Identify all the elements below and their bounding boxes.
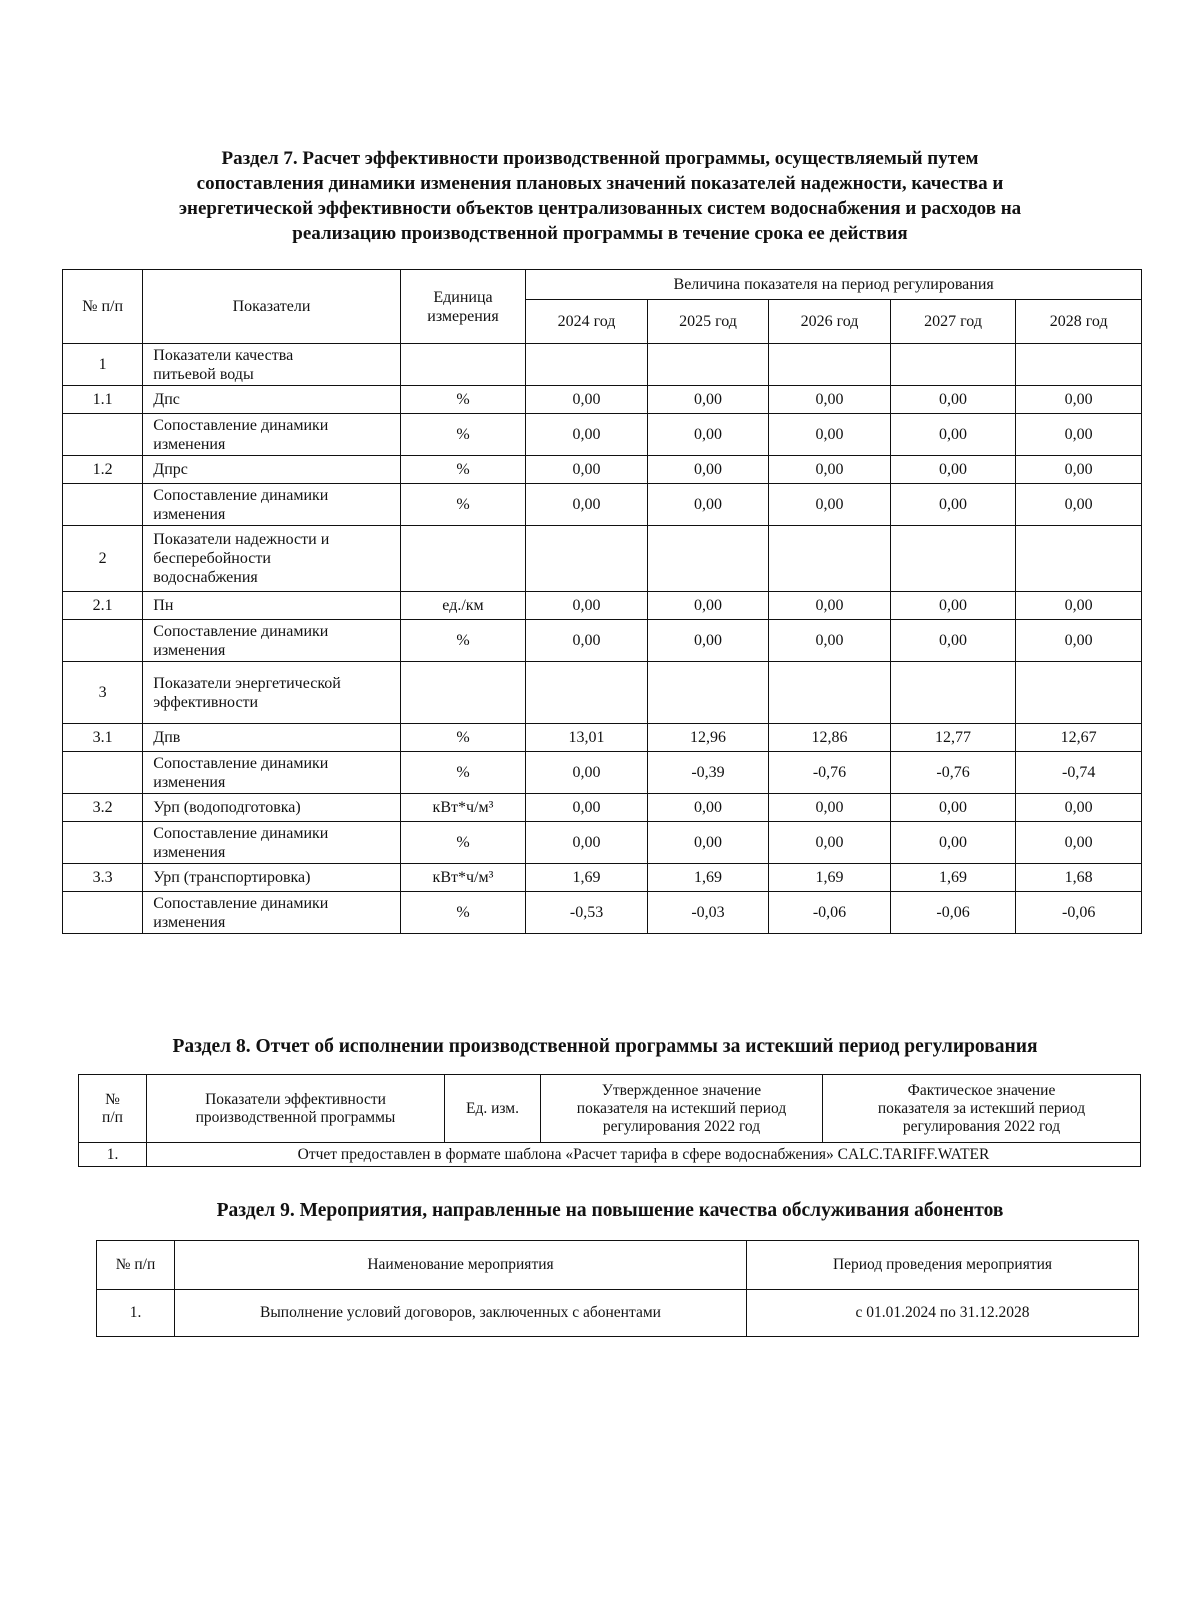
row-value: -0,06 [769,892,890,934]
row-value: 0,00 [647,822,768,864]
table-row [63,386,1142,414]
row-unit: % [400,724,526,752]
section7-title-line1: Раздел 7. Расчет эффективности производственной программы, осуществляемый путем [221,148,979,169]
row-indicator [143,526,400,592]
row-value: 0,00 [647,592,768,620]
row-value: 1,68 [1016,864,1142,892]
row-unit: % [400,892,526,934]
row-indicator-line: Дпв [153,729,181,746]
row-indicator-line: эффективности [153,693,259,711]
row-value: 0,00 [769,822,890,864]
table-row [63,892,1142,934]
row-value: 0,00 [1016,794,1142,822]
report-table [78,1074,1141,1167]
row-indicator [143,456,400,484]
row-value: 0,00 [1016,620,1142,662]
row-value: 0,00 [890,386,1016,414]
row-unit: % [400,414,526,456]
row-value [1016,662,1142,724]
row-indicator-line: Дпрс [153,461,188,478]
table-row [63,662,1142,724]
row-indicator-line: изменения [153,773,226,791]
row-unit: % [400,620,526,662]
table-row [63,526,1142,592]
row-num [63,414,143,456]
row-indicator [143,386,400,414]
row-value: -0,39 [647,752,768,794]
row-value: 0,00 [890,414,1016,456]
row-value: 1,69 [769,864,890,892]
row-indicator [143,794,400,822]
row-value: 0,00 [769,456,890,484]
row-value [890,662,1016,724]
row-value [769,344,890,386]
row-indicator-line: Пн [153,597,174,614]
table-row [63,822,1142,864]
row-indicator [143,822,400,864]
row-value: 0,00 [647,794,768,822]
row-value: 0,00 [526,620,647,662]
row-value: 0,00 [1016,414,1142,456]
row-value [1016,344,1142,386]
row-num: 1 [63,344,143,386]
row-num: 3.1 [63,724,143,752]
row-indicator [143,344,400,386]
row-value: -0,06 [1016,892,1142,934]
row-value: 0,00 [526,794,647,822]
row-value: 1,69 [890,864,1016,892]
row-value: -0,06 [890,892,1016,934]
header-year: 2027 год [890,300,1016,344]
row-indicator-line: Дпс [153,391,180,408]
row-indicator [143,592,400,620]
row-unit: % [400,456,526,484]
row-value: -0,74 [1016,752,1142,794]
row-num: 3 [63,662,143,724]
table-row [63,592,1142,620]
report-row-text: Отчет предоставлен в формате шаблона «Расчет тарифа в сфере водоснабжения» CALC.TARIFF.WATER [147,1143,1141,1167]
report-header-indicator [147,1075,445,1143]
row-value: 0,00 [769,794,890,822]
row-value: 1,69 [647,864,768,892]
row-value: 12,77 [890,724,1016,752]
row-indicator-line: Показатели надежности и [153,531,330,548]
row-num: 2.1 [63,592,143,620]
measures-row-name: Выполнение условий договоров, заключенных с абонентами [175,1290,747,1337]
row-indicator-line: Сопоставление динамики [153,622,329,640]
row-num: 3.3 [63,864,143,892]
row-indicator [143,414,400,456]
header-year: 2028 год [1016,300,1142,344]
row-value: 0,00 [647,386,768,414]
report-header-num-line2: п/п [102,1108,123,1126]
row-value [526,526,647,592]
row-value: 0,00 [1016,592,1142,620]
row-indicator-line: изменения [153,505,226,523]
row-value: 1,69 [526,864,647,892]
row-unit: % [400,386,526,414]
section7-title [40,146,1160,246]
row-value: 0,00 [1016,484,1142,526]
measures-header-period: Период проведения мероприятия [747,1241,1139,1290]
row-value: 0,00 [647,456,768,484]
header-year: 2026 год [769,300,890,344]
row-indicator [143,620,400,662]
header-indicator: Показатели [143,270,400,344]
row-num [63,752,143,794]
row-value: 0,00 [1016,456,1142,484]
report-header-indicator-line1: Показатели эффективности [205,1090,386,1108]
row-value: 12,86 [769,724,890,752]
row-indicator [143,752,400,794]
row-value: 0,00 [769,592,890,620]
report-header-num-line1: № [105,1090,120,1108]
efficiency-table [62,269,1142,934]
row-indicator-line: Показатели энергетической [153,674,341,692]
row-num: 2 [63,526,143,592]
row-indicator-line: питьевой воды [153,365,254,383]
report-header-unit: Ед. изм. [445,1075,541,1143]
row-value: 0,00 [890,456,1016,484]
report-header-approved-line3: регулирования 2022 год [602,1117,761,1135]
header-unit-line2: измерения [427,307,499,325]
row-value: 0,00 [526,592,647,620]
row-unit [400,344,526,386]
row-indicator-line: Сопоставление динамики [153,416,329,434]
row-value [890,526,1016,592]
row-value [769,526,890,592]
row-value [526,344,647,386]
row-indicator [143,892,400,934]
row-value: 0,00 [769,414,890,456]
row-value: 0,00 [890,484,1016,526]
table-row [63,794,1142,822]
report-header-num [79,1075,147,1143]
row-indicator [143,724,400,752]
row-value: 0,00 [769,386,890,414]
table-row [97,1290,1139,1337]
section7-title-line3: энергетической эффективности объектов централизованных систем водоснабжения и расходов на [178,198,1022,219]
row-value: 0,00 [526,414,647,456]
row-value: 0,00 [647,484,768,526]
row-indicator-line: Урп (транспортировка) [153,869,311,886]
table-row [63,456,1142,484]
row-unit [400,526,526,592]
row-value: 0,00 [1016,822,1142,864]
row-value: 12,96 [647,724,768,752]
row-indicator [143,864,400,892]
row-indicator-line: изменения [153,641,226,659]
row-value: -0,03 [647,892,768,934]
row-unit: кВт*ч/м³ [400,864,526,892]
row-num: 1.1 [63,386,143,414]
row-unit: % [400,752,526,794]
row-value: -0,76 [769,752,890,794]
row-num [63,892,143,934]
header-unit [400,270,526,344]
row-value [890,344,1016,386]
header-year: 2024 год [526,300,647,344]
report-header-actual [823,1075,1141,1143]
row-value: 0,00 [526,456,647,484]
row-value: 0,00 [526,386,647,414]
row-value: 0,00 [890,822,1016,864]
section9-title: Раздел 9. Мероприятия, направленные на повышение качества обслуживания абонентов [216,1200,1004,1221]
row-value: 0,00 [526,822,647,864]
row-unit: ед./км [400,592,526,620]
row-unit: % [400,822,526,864]
row-value: 0,00 [890,620,1016,662]
row-num [63,822,143,864]
row-indicator-line: изменения [153,435,226,453]
row-indicator [143,662,400,724]
row-unit: кВт*ч/м³ [400,794,526,822]
row-indicator-line: Сопоставление динамики [153,824,329,842]
measures-row-period: с 01.01.2024 по 31.12.2028 [747,1290,1139,1337]
section8-title: Раздел 8. Отчет об исполнении производственной программы за истекший период регулирования [172,1036,1038,1057]
row-value [769,662,890,724]
measures-header-name: Наименование мероприятия [175,1241,747,1290]
report-header-actual-line2: показателя за истекший период [877,1099,1086,1117]
measures-header-num: № п/п [97,1241,175,1290]
row-unit: % [400,484,526,526]
row-num: 1.2 [63,456,143,484]
section7-title-line2: сопоставления динамики изменения плановых значений показателей надежности, качества и [196,173,1004,194]
row-indicator-line: Показатели качества [153,346,294,364]
row-indicator [143,484,400,526]
row-value [647,526,768,592]
row-num [63,620,143,662]
row-value: 0,00 [890,794,1016,822]
row-value [647,344,768,386]
row-indicator-line: Сопоставление динамики [153,894,329,912]
header-unit-line1: Единица [433,288,493,306]
table-row [63,414,1142,456]
section7-title-line4: реализацию производственной программы в течение срока ее действия [292,223,908,244]
row-indicator-line: Урп (водоподготовка) [153,799,301,816]
table-row [63,724,1142,752]
row-value: 12,67 [1016,724,1142,752]
report-header-actual-line3: регулирования 2022 год [902,1117,1061,1135]
row-num [63,484,143,526]
report-header-approved [541,1075,823,1143]
row-value: 0,00 [526,752,647,794]
row-indicator-line: Сопоставление динамики [153,754,329,772]
row-value: 0,00 [890,592,1016,620]
report-row-num: 1. [79,1143,147,1167]
report-header-indicator-line2: производственной программы [195,1108,396,1126]
row-indicator-line: изменения [153,913,226,931]
row-num: 3.2 [63,794,143,822]
row-value: 0,00 [769,484,890,526]
row-value: 0,00 [1016,386,1142,414]
header-num: № п/п [63,270,143,344]
row-value [526,662,647,724]
header-year: 2025 год [647,300,768,344]
report-header-approved-line2: показателя на истекший период [576,1099,787,1117]
table-row [63,620,1142,662]
table-row [63,344,1142,386]
measures-table [96,1240,1139,1337]
report-header-approved-line1: Утвержденное значение [601,1081,762,1099]
table-row [63,484,1142,526]
row-indicator-line: Сопоставление динамики [153,486,329,504]
row-value: 0,00 [647,620,768,662]
header-period: Величина показателя на период регулирования [526,270,1142,300]
table-row [63,752,1142,794]
row-value: -0,76 [890,752,1016,794]
row-value: 0,00 [647,414,768,456]
row-value: -0,53 [526,892,647,934]
row-indicator-line: изменения [153,843,226,861]
row-indicator-line: водоснабжения [153,569,258,586]
row-value: 0,00 [526,484,647,526]
row-value: 0,00 [769,620,890,662]
row-unit [400,662,526,724]
row-indicator-line: бесперебойности [153,550,271,567]
table-row [63,864,1142,892]
row-value: 13,01 [526,724,647,752]
table-row [79,1143,1141,1167]
row-value [1016,526,1142,592]
measures-row-num: 1. [97,1290,175,1337]
row-value [647,662,768,724]
report-header-actual-line1: Фактическое значение [907,1081,1056,1099]
